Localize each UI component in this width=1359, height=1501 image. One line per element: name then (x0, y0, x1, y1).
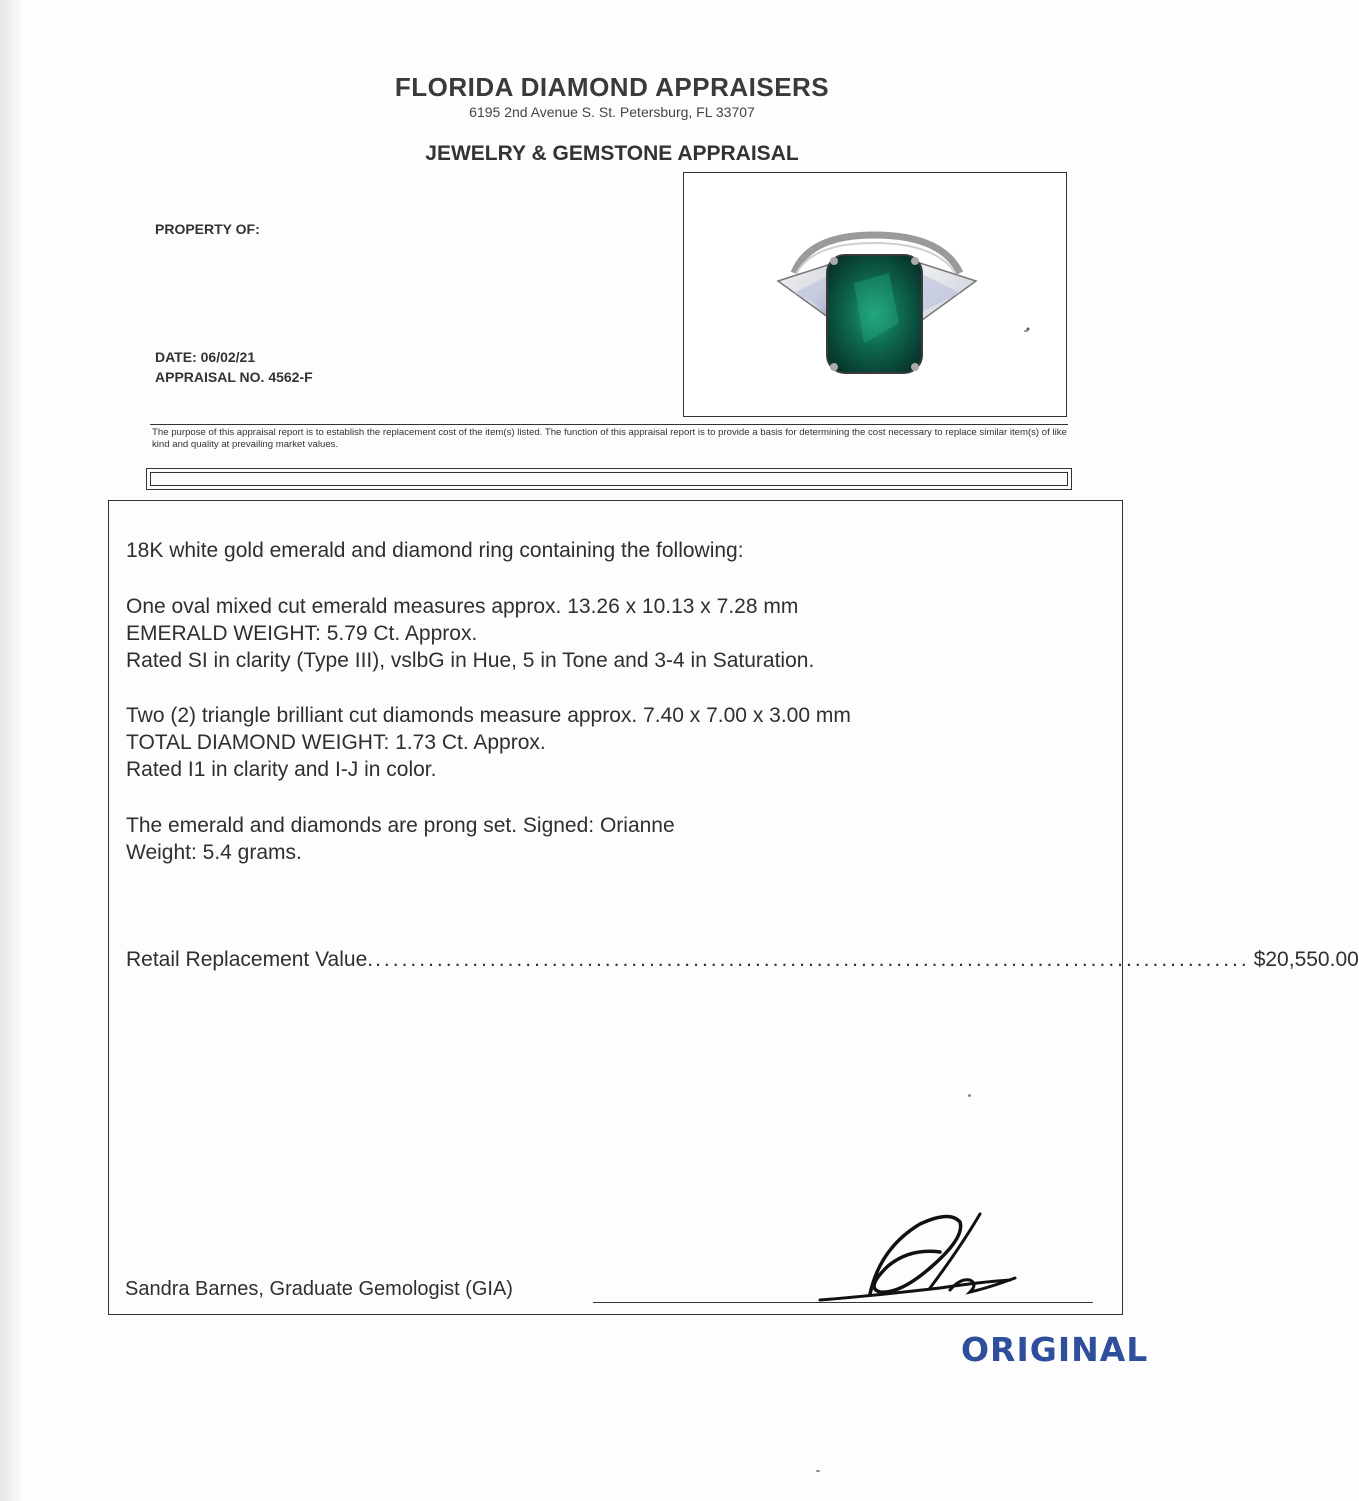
setting-description: The emerald and diamonds are prong set. Signed: Orianne (126, 814, 675, 837)
scan-speck (1024, 330, 1028, 332)
replacement-value-row (126, 948, 1359, 972)
setting-details (126, 812, 675, 866)
replacement-value-label: Retail Replacement Value. (126, 948, 374, 971)
ring-photo (684, 173, 1066, 416)
diamond-weight: TOTAL DIAMOND WEIGHT: 1.73 Ct. Approx. (126, 731, 546, 754)
purpose-divider (150, 424, 1068, 425)
appraiser-name: Sandra Barnes, Graduate Gemologist (GIA) (125, 1278, 513, 1300)
emerald-weight: EMERALD WEIGHT: 5.79 Ct. Approx. (126, 622, 478, 645)
diamond-measurements: Two (2) triangle brilliant cut diamonds measure approx. 7.40 x 7.00 x 3.00 mm (126, 704, 851, 727)
property-of-label: PROPERTY OF: (155, 221, 260, 237)
scan-speck (968, 1094, 971, 1097)
emerald-details (126, 593, 814, 674)
diamond-rating: Rated I1 in clarity and I-J in color. (126, 758, 437, 781)
scan-speck (816, 1470, 820, 1472)
replacement-value-amount: $20,550.00 (1253, 948, 1359, 971)
appraisal-date: DATE: 06/02/21 (155, 349, 256, 365)
original-stamp: ORIGINAL (961, 1330, 1149, 1369)
scan-edge (0, 0, 22, 1501)
handwritten-signature (810, 1208, 1030, 1308)
company-name: FLORIDA DIAMOND APPRAISERS (394, 72, 830, 102)
emerald-rating: Rated SI in clarity (Type III), vslbG in Hue, 5 in Tone and 3-4 in Saturation. (126, 649, 815, 672)
item-intro: 18K white gold emerald and diamond ring containing the following: (126, 539, 744, 562)
section-divider-bar (146, 468, 1072, 490)
purpose-statement: The purpose of this appraisal report is to establish the replacement cost of the item(s) listed. The function of this appraisal report is to provide a basis for determining the cost necessary to replace similar item(s) of like kind and quality at prevailing market values. (152, 427, 1067, 450)
diamond-details (126, 702, 851, 783)
emerald-measurements: One oval mixed cut emerald measures approx. 13.26 x 10.13 x 7.28 mm (126, 595, 799, 618)
document-title: JEWELRY & GEMSTONE APPRAISAL (425, 142, 799, 165)
item-weight: Weight: 5.4 grams. (126, 841, 302, 864)
company-address: 6195 2nd Avenue S. St. Petersburg, FL 33707 (469, 104, 755, 120)
dot-leader: ................................................................................................... (375, 948, 1250, 971)
item-photo-frame (683, 172, 1067, 417)
appraisal-number: APPRAISAL NO. 4562-F (155, 369, 313, 385)
